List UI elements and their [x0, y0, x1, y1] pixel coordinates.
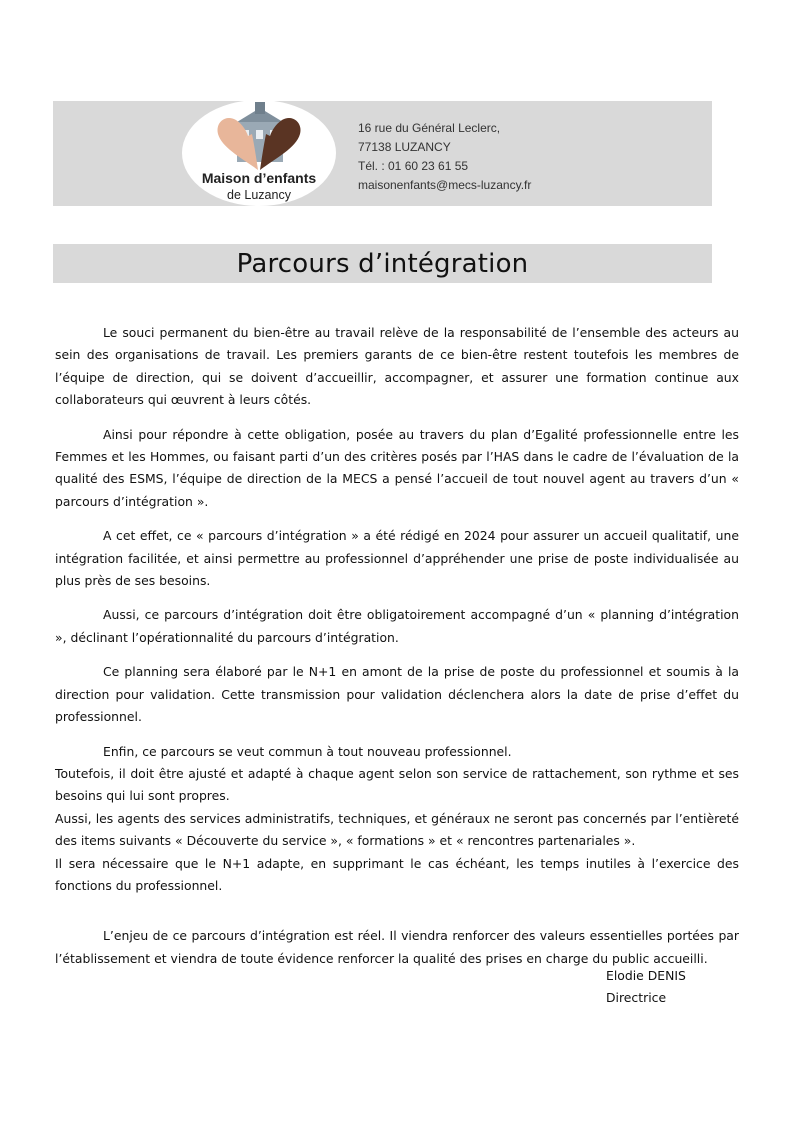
signature-block [606, 965, 686, 1010]
title-band [53, 244, 712, 283]
address-block [358, 119, 531, 195]
paragraph-5: Ce planning sera élaboré par le N+1 en amont de la prise de poste du professionnel et soumis à la direction pour validation. Cette transmission pour validation déclenchera alors la date de prise d’effet du professionnel. [55, 664, 739, 725]
signature-name: Elodie DENIS [606, 968, 686, 983]
paragraph-1: Le souci permanent du bien-être au travail relève de la responsabilité de l’ensemble des acteurs au sein des organisations de travail. Les premiers garants de ce bien-être restent toutefois les membres de l’équipe de direction, qui se doivent d’accueillir, accompagner, et assurer une formation continue aux collaborateurs qui œuvrent à leurs côtés. [55, 325, 739, 408]
address-phone: Tél. : 01 60 23 61 55 [358, 159, 469, 173]
page-title: Parcours d’intégration [236, 248, 529, 279]
logo-line1: Maison d’enfants [201, 170, 317, 186]
address-street: 16 rue du Général Leclerc, [358, 121, 501, 135]
logo [182, 100, 336, 206]
paragraph-10: L’enjeu de ce parcours d’intégration est réel. Il viendra renforcer des valeurs essentielles portées par l’établissement et viendra de toute évidence renforcer la qualité des prises en charge du public accueilli. [55, 928, 739, 966]
address-email: maisonenfants@mecs-luzancy.fr [358, 178, 532, 192]
address-city: 77138 LUZANCY [358, 140, 451, 154]
paragraph-8: Aussi, les agents des services administratifs, techniques, et généraux ne seront pas concernés par l’entièreté des items suivants « Découverte du service », « formations » et « rencontres partenariales ». [55, 810, 739, 849]
paragraph-6: Enfin, ce parcours se veut commun à tout nouveau professionnel. [103, 743, 512, 759]
logo-heart-hands-icon [182, 100, 336, 206]
paragraph-9: Il sera nécessaire que le N+1 adapte, en supprimant le cas échéant, les temps inutiles à l’exercice des fonctions du professionnel. [55, 855, 739, 893]
signature-role: Directrice [606, 990, 667, 1006]
paragraph-7: Toutefois, il doit être ajusté et adapté à chaque agent selon son service de rattachement, son rythme et ses besoins qui lui sont propres. [55, 765, 739, 804]
paragraph-4: Aussi, ce parcours d’intégration doit être obligatoirement accompagné d’un « planning d’intégration », déclinant l’opérationnalité du parcours d’intégration. [55, 607, 739, 645]
document-body [55, 322, 739, 982]
logo-line2: de Luzancy [227, 188, 291, 202]
paragraph-2: Ainsi pour répondre à cette obligation, posée au travers du plan d’Egalité professionnelle entre les Femmes et les Hommes, ou faisant parti d’un des critères posés par l’HAS dans le cadre de l’évaluation de la qualité des ESMS, l’équipe de direction de la MECS a pensé l’accueil de tout nouvel agent au travers d’un « parcours d’intégration ». [55, 426, 739, 509]
paragraph-3: A cet effet, ce « parcours d’intégration » a été rédigé en 2024 pour assurer un accueil qualitatif, une intégration facilitée, et ainsi permettre au professionnel d’appréhender une prise de poste individualisée au plus près de ses besoins. [55, 528, 739, 589]
